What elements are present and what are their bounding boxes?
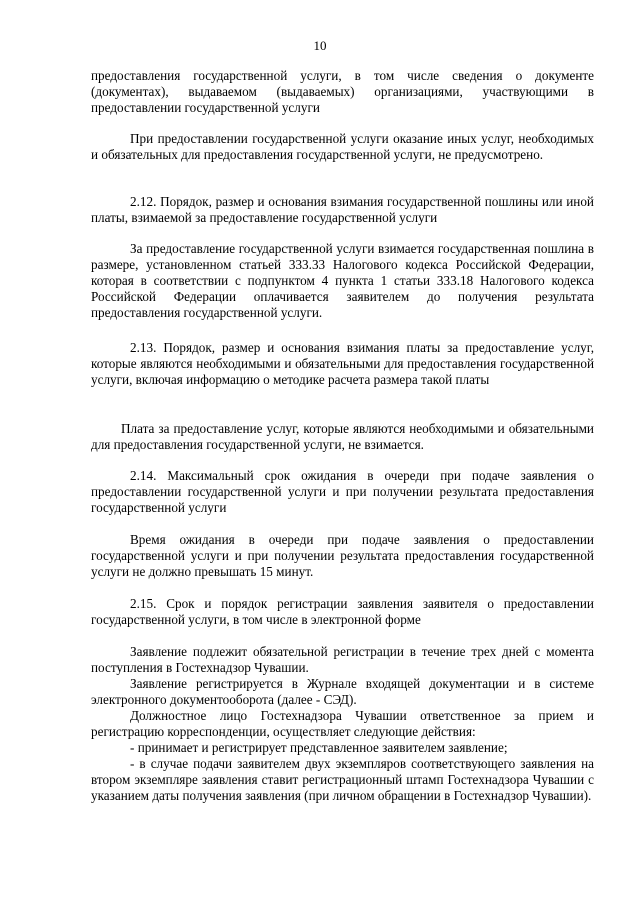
section-heading-2-12: 2.12. Порядок, размер и основания взимания государственной пошлины или иной платы, взимаемой за предоставление государственной услуги: [91, 194, 594, 225]
paragraph-fee-not-charged: Плата за предоставление услуг, которые являются необходимыми и обязательными для предоставления государственной услуги, не взимается.: [91, 421, 594, 452]
section-heading-2-13: 2.13. Порядок, размер и основания взимания платы за предоставление услуг, которые являются необходимыми и обязательными для предоставления государственной услуги, включая информацию о методике расчета размера такой платы: [91, 340, 594, 387]
paragraph-service-documents-continuation: предоставления государственной услуги, в том числе сведения о документе (документах), выдаваемом (выдаваемых) организациями, участвующими в предоставлении государственной услуги: [91, 68, 594, 115]
paragraph-state-duty: За предоставление государственной услуги взимается государственная пошлина в размере, установленном статьей 333.33 Налогового кодекса Российской Федерации, которая в соответствии с подпунктом 4 пункта 1 статьи 333.18 Налогового кодекса Российской Федерации оплачивается заявителем до получения результата предоставления государственной услуги.: [91, 241, 594, 320]
section-heading-2-14: 2.14. Максимальный срок ожидания в очереди при подаче заявления о предоставлении государственной услуги и при получении результата предоставления государственной услуги: [91, 468, 594, 515]
page-number: 10: [313, 38, 327, 53]
list-item-registers-application: - принимает и регистрирует представленное заявителем заявление;: [130, 740, 508, 755]
list-item-two-copies-stamp: - в случае подачи заявителем двух экземпляров соответствующего заявления на втором экземпляре заявления ставит регистрационный штамп Гостехнадзора Чувашии с указанием даты получения заявления (при личном обращении в Гостехнадзор Чувашии).: [91, 756, 594, 803]
paragraph-waiting-time: Время ожидания в очереди при подаче заявления о предоставлении государственной услуги и при получении результата предоставления государственной услуги не должно превышать 15 минут.: [91, 532, 594, 579]
paragraph-responsible-official: Должностное лицо Гостехнадзора Чувашии ответственное за прием и регистрацию корреспонденции, осуществляет следующие действия:: [91, 708, 594, 739]
paragraph-registration-deadline: Заявление подлежит обязательной регистрации в течение трех дней с момента поступления в Гостехнадзор Чувашии.: [91, 644, 594, 675]
paragraph-registration-journal: Заявление регистрируется в Журнале входящей документации и в системе электронного документооборота (далее - СЭД).: [91, 676, 594, 707]
section-heading-2-15: 2.15. Срок и порядок регистрации заявления заявителя о предоставлении государственной услуги, в том числе в электронной форме: [91, 596, 594, 627]
paragraph-other-services: При предоставлении государственной услуги оказание иных услуг, необходимых и обязательных для предоставления государственной услуги, не предусмотрено.: [91, 131, 594, 162]
